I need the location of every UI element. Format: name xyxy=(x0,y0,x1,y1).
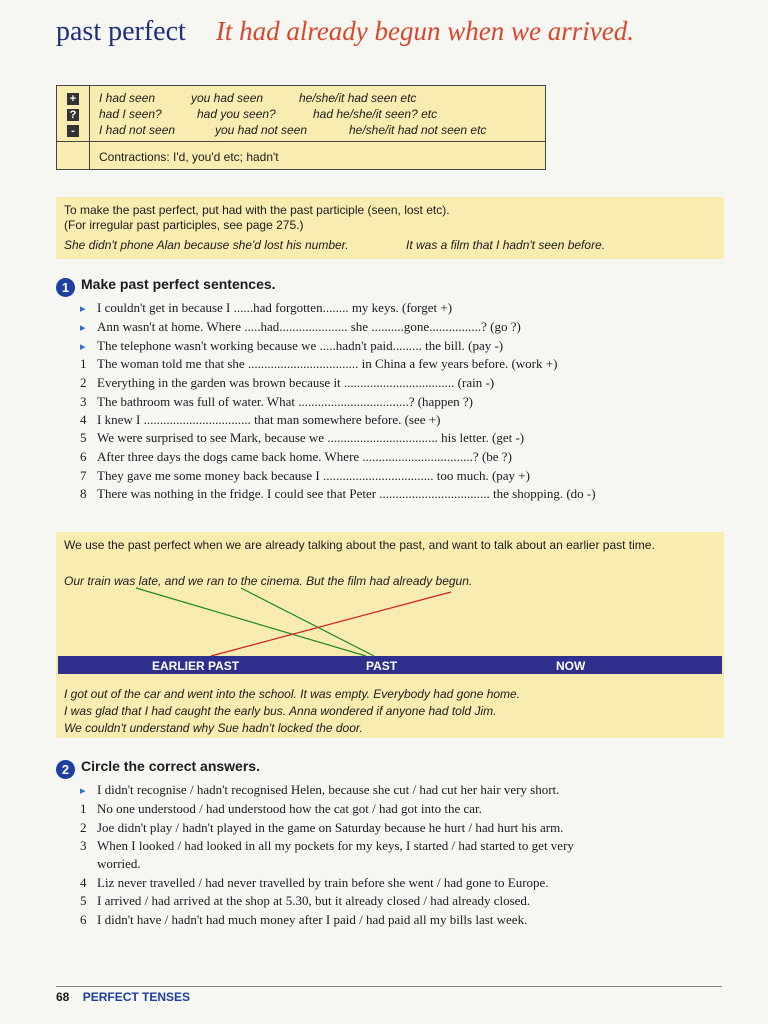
question-icon: ? xyxy=(67,109,79,121)
item-number: 3 xyxy=(80,394,87,409)
item-number: 8 xyxy=(80,486,87,501)
title-right: It had already begun when we arrived. xyxy=(215,16,634,46)
exercise-text: I arrived / had arrived at the shop at 5.30, but it already closed / had already closed. xyxy=(97,893,531,908)
forms-cell: had I seen? xyxy=(99,107,162,121)
usage-example: I got out of the car and went into the school. It was empty. Everybody had gone home. xyxy=(64,687,521,701)
exercise-text: Joe didn't play / hadn't played in the game on Saturday because he hurt / had hurt his arm. xyxy=(97,820,564,835)
item-number: 1 xyxy=(80,356,87,371)
exercise-2-item xyxy=(80,782,559,798)
exercise-text: I couldn't get in because I ......had forgotten........ my keys. (forget +) xyxy=(97,300,453,315)
exercise-1-item xyxy=(80,375,494,391)
exercise-text: There was nothing in the fridge. I could see that Peter .................................. the shopping. (do -) xyxy=(97,486,596,501)
exercise-text: They gave me some money back because I .................................. too much. (pay +) xyxy=(97,468,530,483)
forms-cell: I had seen xyxy=(99,91,156,105)
exercise-2-item xyxy=(80,856,141,872)
exercise-number-badge: 1 xyxy=(56,278,75,297)
timeline-label-earlier: EARLIER PAST xyxy=(152,659,240,673)
exercise-2-item xyxy=(80,912,527,928)
exercise-text: Liz never travelled / had never travelled by train before she went / had gone to Europe. xyxy=(97,875,549,890)
page-number: 68 xyxy=(56,990,70,1004)
page-footer xyxy=(56,990,190,1004)
example-arrow-icon: ▸ xyxy=(80,341,86,353)
minus-icon: - xyxy=(67,125,79,137)
forms-cell: you had not seen xyxy=(215,123,308,137)
item-number: 3 xyxy=(80,838,87,853)
exercise-text: worried. xyxy=(97,856,141,871)
exercise-heading-text: Make past perfect sentences. xyxy=(81,276,276,292)
item-number: 2 xyxy=(80,375,87,390)
item-number: 5 xyxy=(80,893,87,908)
exercise-text: After three days the dogs came back home. Where ..................................? (be ?) xyxy=(97,449,512,464)
rule-panel-formation xyxy=(56,197,724,259)
example-arrow-icon: ▸ xyxy=(80,785,86,797)
exercise-2-item xyxy=(80,820,563,836)
item-number: 2 xyxy=(80,820,87,835)
exercise-2-item xyxy=(80,875,549,891)
exercise-number-badge: 2 xyxy=(56,760,75,779)
exercise-1-item xyxy=(80,319,521,335)
forms-cell: had he/she/it seen? etc xyxy=(313,107,438,121)
rule-text: We use the past perfect when we are already talking about the past, and want to talk about an earlier past time. xyxy=(64,538,655,552)
rule-text: (For irregular past participles, see page 275.) xyxy=(64,218,304,232)
item-number: 4 xyxy=(80,875,87,890)
timeline-label-past: PAST xyxy=(366,659,398,673)
exercise-1-item xyxy=(80,356,557,372)
exercise-2-item xyxy=(80,893,530,909)
forms-cell: I had not seen xyxy=(99,123,176,137)
forms-divider xyxy=(57,141,545,142)
page-title xyxy=(56,16,634,48)
exercise-text: We were surprised to see Mark, because we .................................. his letter. (get -) xyxy=(97,430,525,445)
rule-example: She didn't phone Alan because she'd lost his number. xyxy=(64,238,349,252)
forms-cell: you had seen xyxy=(191,91,264,105)
exercise-2-heading xyxy=(56,758,260,779)
story-example: Our train was late, and we ran to the cinema. But the film had already begun. xyxy=(64,574,473,588)
exercise-1-item xyxy=(80,449,512,465)
exercise-1-item xyxy=(80,338,503,354)
exercise-1-item xyxy=(80,468,530,484)
exercise-text: The woman told me that she .................................. in China a few years before. (work +) xyxy=(97,356,558,371)
exercise-1-item xyxy=(80,394,473,410)
exercise-heading-text: Circle the correct answers. xyxy=(81,758,260,774)
example-arrow-icon: ▸ xyxy=(80,303,86,315)
forms-cell: he/she/it had seen etc xyxy=(299,91,417,105)
rule-panel-usage xyxy=(56,532,724,738)
red-connector-line xyxy=(211,592,451,656)
exercise-text: The telephone wasn't working because we .....hadn't paid......... the bill. (pay -) xyxy=(97,338,504,353)
example-arrow-icon: ▸ xyxy=(80,322,86,334)
exercise-1-item xyxy=(80,412,440,428)
exercise-2-item xyxy=(80,801,482,817)
green-connector-line xyxy=(241,588,374,656)
forms-table xyxy=(56,85,546,170)
exercise-text: I didn't have / hadn't had much money after I paid / had paid all my bills last week. xyxy=(97,912,528,927)
footer-rule xyxy=(56,986,722,987)
exercise-2-item xyxy=(80,838,574,854)
exercise-1-item xyxy=(80,300,452,316)
exercise-text: I knew I ................................. that man somewhere before. (see +) xyxy=(97,412,441,427)
section-title: PERFECT TENSES xyxy=(82,990,191,1004)
exercise-1-item xyxy=(80,486,596,502)
exercise-text: When I looked / had looked in all my pockets for my keys, I started / had started to get very xyxy=(97,838,574,853)
exercise-text: The bathroom was full of water. What ..................................? (happen ?) xyxy=(97,394,473,409)
exercise-text: No one understood / had understood how the cat got / had got into the car. xyxy=(97,801,482,816)
contractions-note: Contractions: I'd, you'd etc; hadn't xyxy=(99,150,279,164)
item-number: 7 xyxy=(80,468,87,483)
exercise-1-heading xyxy=(56,276,276,297)
item-number: 5 xyxy=(80,430,87,445)
item-number: 6 xyxy=(80,912,87,927)
title-left: past perfect xyxy=(56,16,186,47)
item-number: 4 xyxy=(80,412,87,427)
usage-example: We couldn't understand why Sue hadn't locked the door. xyxy=(64,721,363,735)
exercise-text: Ann wasn't at home. Where .....had..................... she ..........gone................? (go ?) xyxy=(97,319,521,334)
plus-icon: + xyxy=(67,93,79,105)
exercise-1-item xyxy=(80,430,524,446)
rule-text: To make the past perfect, put had with the past participle (seen, lost etc). xyxy=(64,203,450,217)
forms-cell: he/she/it had not seen etc xyxy=(349,123,487,137)
usage-example: I was glad that I had caught the early bus. Anna wondered if anyone had told Jim. xyxy=(64,704,497,718)
item-number: 1 xyxy=(80,801,87,816)
rule-example: It was a film that I hadn't seen before. xyxy=(406,238,606,252)
forms-cell: had you seen? xyxy=(197,107,276,121)
exercise-text: I didn't recognise / hadn't recognised Helen, because she cut / had cut her hair very short. xyxy=(97,782,560,797)
item-number: 6 xyxy=(80,449,87,464)
timeline-label-now: NOW xyxy=(556,659,586,673)
exercise-text: Everything in the garden was brown because it .................................. (rain -) xyxy=(97,375,495,390)
